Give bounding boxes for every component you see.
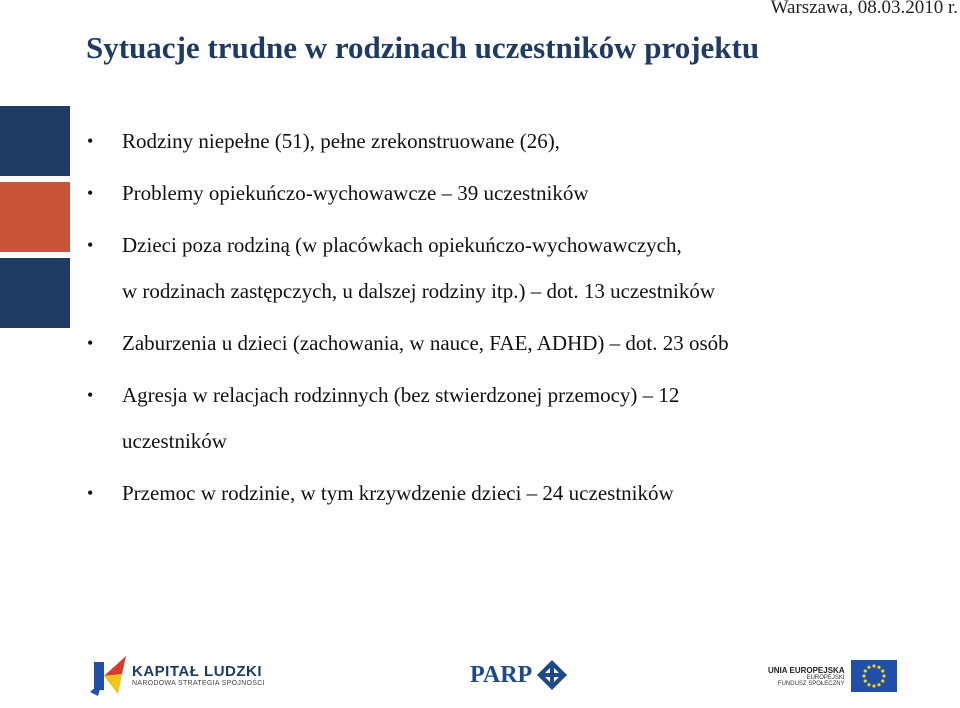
parp-arrows-icon — [535, 658, 569, 692]
bullet-icon: • — [87, 183, 94, 203]
list-item: • Agresja w relacjach rodzinnych (bez stwierdzonej przemocy) – 12 — [82, 372, 942, 418]
bullet-icon: • — [87, 235, 94, 255]
list-item: • Przemoc w rodzinie, w tym krzywdzenie dzieci – 24 uczestników — [82, 470, 942, 516]
kapital-ludzki-subtitle: NARODOWA STRATEGIA SPÓJNOŚCI — [132, 680, 265, 687]
parp-logo — [470, 658, 569, 692]
bullet-list — [82, 118, 942, 516]
eu-fund-line1: EUROPEJSKI — [806, 674, 845, 681]
eu-logo — [768, 660, 897, 692]
list-item: • Rodziny niepełne (51), pełne zrekonstruowane (26), — [82, 118, 942, 164]
list-item-continuation: w rodzinach zastępczych, u dalszej rodziny itp.) – dot. 13 uczestników — [122, 279, 716, 303]
list-item: • Problemy opiekuńczo-wychowawcze – 39 uczestników — [82, 170, 942, 216]
kapital-ludzki-title: KAPITAŁ LUDZKI — [132, 663, 263, 680]
navy-block — [0, 258, 70, 328]
list-item-continuation: uczestników — [122, 429, 227, 453]
eu-title: UNIA EUROPEJSKA — [768, 665, 845, 675]
bullet-icon: • — [87, 333, 94, 353]
bullet-icon: • — [87, 483, 94, 503]
bullet-icon: • — [87, 385, 94, 405]
parp-label: PARP — [470, 661, 533, 688]
page-title: Sytuacje trudne w rodzinach uczestników projektu — [86, 30, 760, 65]
footer-logos — [0, 640, 960, 708]
list-item: • Dzieci poza rodziną (w placówkach opiekuńczo-wychowawczych, — [82, 222, 942, 268]
kapital-ludzki-logo — [88, 652, 265, 698]
list-item: • Zaburzenia u dzieci (zachowania, w nauce, FAE, ADHD) – dot. 23 osób — [82, 320, 942, 366]
eu-fund-line2: FUNDUSZ SPOŁECZNY — [777, 680, 845, 687]
kapital-ludzki-star-icon — [88, 652, 128, 698]
bullet-icon: • — [87, 131, 94, 151]
date-label: Warszawa, 08.03.2010 r. — [770, 0, 958, 18]
navy-block — [0, 106, 70, 176]
orange-block — [0, 182, 70, 252]
eu-flag-icon — [851, 660, 897, 692]
